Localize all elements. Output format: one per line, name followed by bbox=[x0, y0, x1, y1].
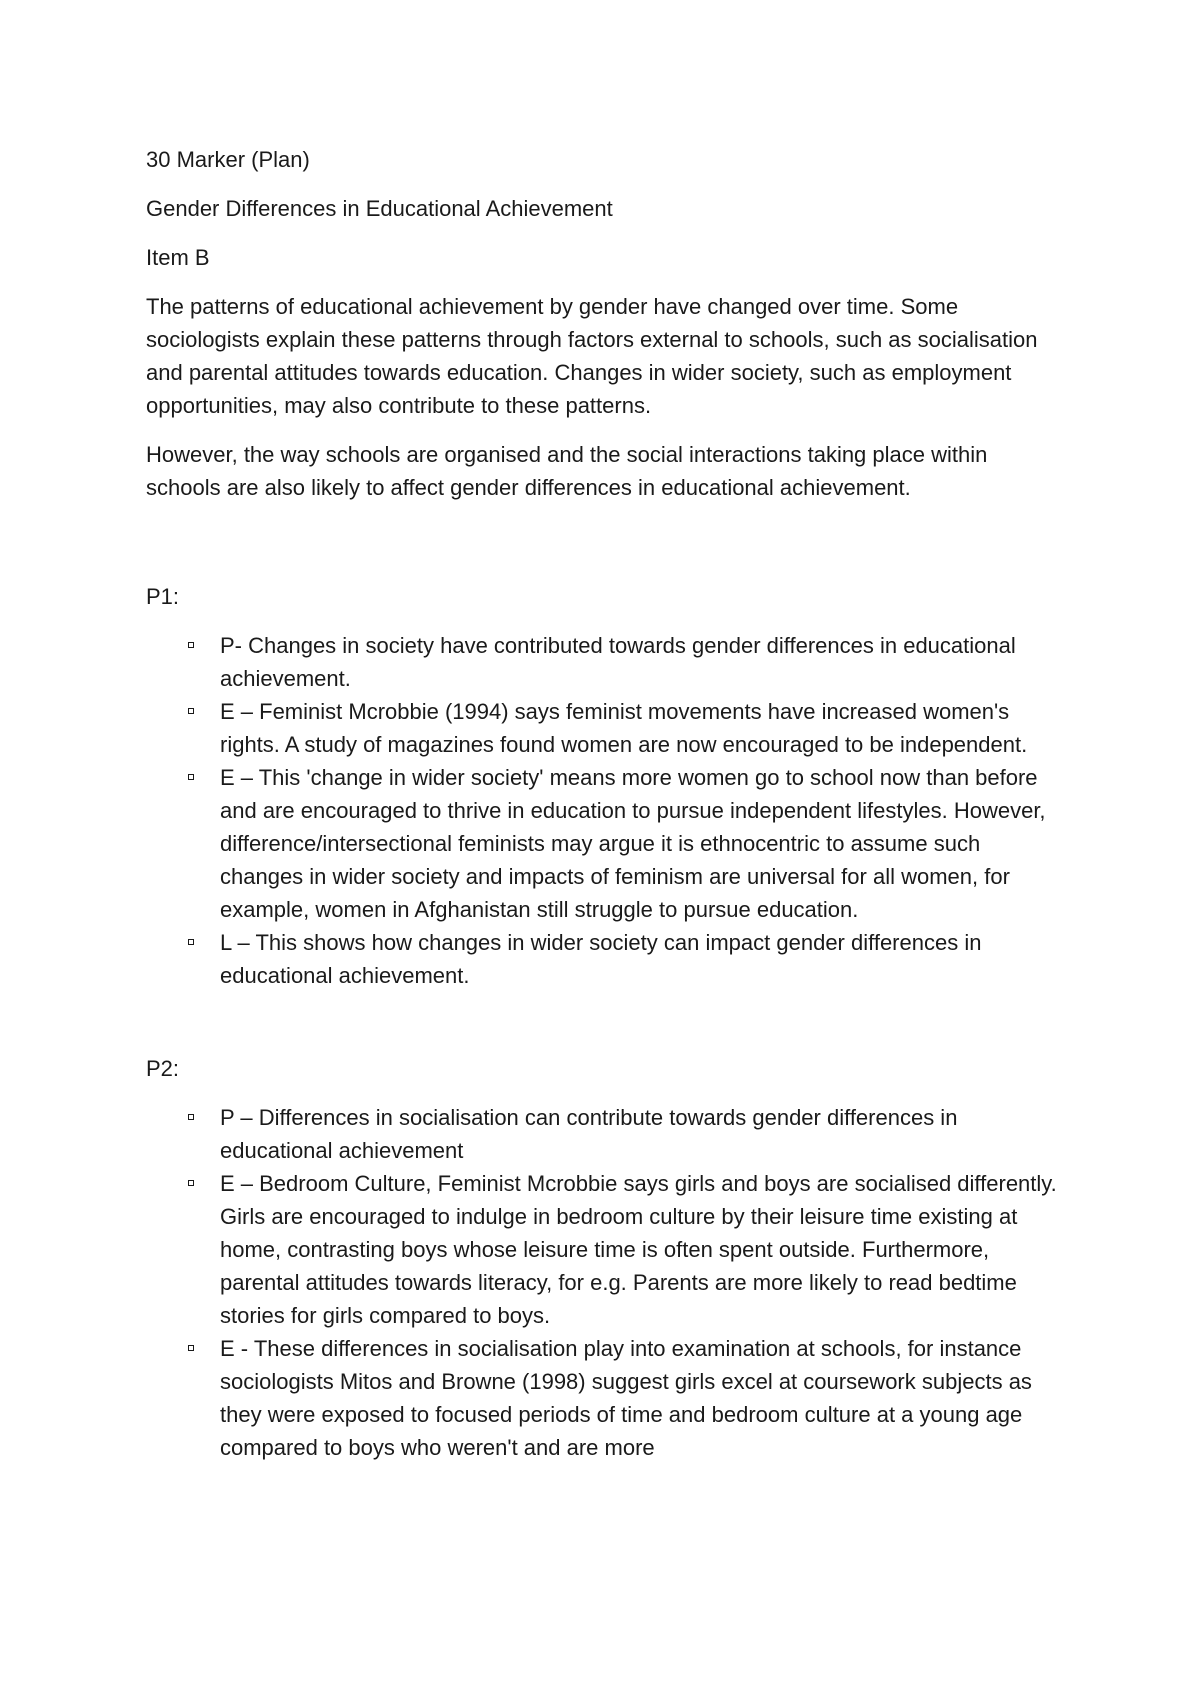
document-heading: 30 Marker (Plan) bbox=[146, 147, 310, 172]
square-bullet-icon bbox=[188, 1114, 194, 1120]
square-bullet-icon bbox=[188, 939, 194, 945]
p1-point-list bbox=[146, 629, 1066, 992]
item-label: Item B bbox=[146, 245, 210, 270]
point-text: P – Differences in socialisation can contribute towards gender differences in educational achievement bbox=[220, 1105, 958, 1163]
section-label-p2: P2: bbox=[146, 1056, 180, 1081]
point-text: E - These differences in socialisation play into examination at schools, for instance sociologists Mitos and Browne (1998) suggest girls excel at coursework subjects as they were exposed to focused periods of time and bedroom culture at a young age compared to boys who weren't and are more bbox=[220, 1336, 1032, 1460]
point-text: E – This 'change in wider society' means more women go to school now than before and are encouraged to thrive in education to pursue independent lifestyles. However, difference/intersectional feminists may argue it is ethnocentric to assume such changes in wider society and impacts of feminism are universal for all women, for example, women in Afghanistan still struggle to pursue education. bbox=[220, 765, 1046, 922]
square-bullet-icon bbox=[188, 1180, 194, 1186]
list-item bbox=[146, 1101, 1066, 1167]
document-page bbox=[146, 143, 1066, 1464]
section-gap bbox=[146, 520, 1066, 580]
point-text: P- Changes in society have contributed towards gender differences in educational achievement. bbox=[220, 633, 1016, 691]
square-bullet-icon bbox=[188, 774, 194, 780]
section-label-p1: P1: bbox=[146, 584, 180, 609]
list-item bbox=[146, 1167, 1066, 1332]
item-paragraph: The patterns of educational achievement by gender have changed over time. Some sociologists explain these patterns through factors external to schools, such as socialisation and parental attitudes towards education. Changes in wider society, such as employment opportunities, may also contribute to these patterns. bbox=[146, 294, 1038, 418]
list-item bbox=[146, 1332, 1066, 1464]
point-text: L – This shows how changes in wider society can impact gender differences in educational achievement. bbox=[220, 930, 982, 988]
p2-point-list bbox=[146, 1101, 1066, 1464]
list-item bbox=[146, 695, 1066, 761]
list-item bbox=[146, 926, 1066, 992]
list-item bbox=[146, 761, 1066, 926]
square-bullet-icon bbox=[188, 708, 194, 714]
point-text: E – Bedroom Culture, Feminist Mcrobbie says girls and boys are socialised differently. Girls are encouraged to indulge in bedroom culture by their leisure time existing at home, contrasting boys whose leisure time is often spent outside. Furthermore, parental attitudes towards literacy, for e.g. Parents are more likely to read bedtime stories for girls compared to boys. bbox=[220, 1171, 1057, 1328]
document-subtitle: Gender Differences in Educational Achievement bbox=[146, 196, 613, 221]
list-item bbox=[146, 629, 1066, 695]
square-bullet-icon bbox=[188, 1345, 194, 1351]
item-paragraph: However, the way schools are organised and the social interactions taking place within schools are also likely to affect gender differences in educational achievement. bbox=[146, 442, 988, 500]
square-bullet-icon bbox=[188, 642, 194, 648]
section-gap bbox=[146, 992, 1066, 1052]
point-text: E – Feminist Mcrobbie (1994) says feminist movements have increased women's rights. A study of magazines found women are now encouraged to be independent. bbox=[220, 699, 1028, 757]
